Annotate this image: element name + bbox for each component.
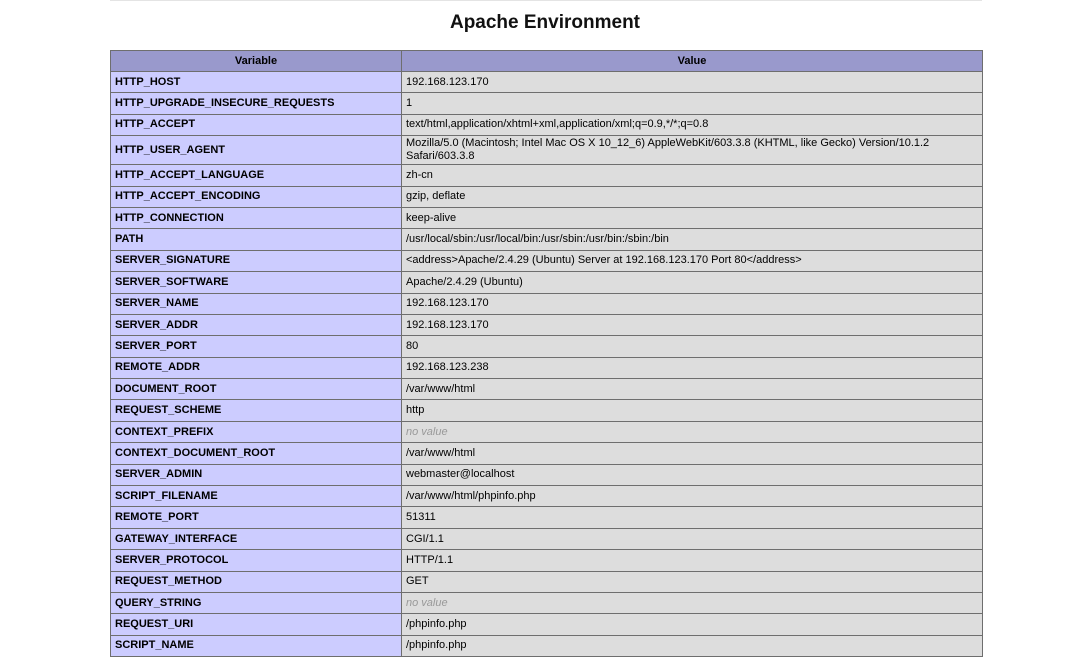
variable-cell: SERVER_NAME <box>111 293 402 314</box>
table-row <box>111 186 983 207</box>
table-row <box>111 635 983 656</box>
variable-cell: SCRIPT_NAME <box>111 635 402 656</box>
top-divider <box>110 0 982 1</box>
value-cell: keep-alive <box>402 207 983 228</box>
variable-cell: DOCUMENT_ROOT <box>111 379 402 400</box>
value-cell: 192.168.123.170 <box>402 293 983 314</box>
variable-cell: SERVER_SOFTWARE <box>111 272 402 293</box>
table-row <box>111 314 983 335</box>
value-cell: /var/www/html <box>402 379 983 400</box>
variable-cell: SERVER_PROTOCOL <box>111 550 402 571</box>
table-row <box>111 229 983 250</box>
value-cell: zh-cn <box>402 165 983 186</box>
value-cell: HTTP/1.1 <box>402 550 983 571</box>
table-row <box>111 507 983 528</box>
value-cell: 192.168.123.170 <box>402 72 983 93</box>
table-row <box>111 550 983 571</box>
value-cell: <address>Apache/2.4.29 (Ubuntu) Server at 192.168.123.170 Port 80</address> <box>402 250 983 271</box>
value-cell: /phpinfo.php <box>402 614 983 635</box>
table-row <box>111 272 983 293</box>
variable-cell: HTTP_ACCEPT <box>111 114 402 135</box>
table-row <box>111 165 983 186</box>
table-row <box>111 114 983 135</box>
variable-cell: SCRIPT_FILENAME <box>111 486 402 507</box>
variable-cell: SERVER_ADDR <box>111 314 402 335</box>
table-row <box>111 592 983 613</box>
value-cell: /var/www/html/phpinfo.php <box>402 486 983 507</box>
value-cell: /var/www/html <box>402 443 983 464</box>
table-row <box>111 250 983 271</box>
value-cell: /phpinfo.php <box>402 635 983 656</box>
variable-cell: REQUEST_METHOD <box>111 571 402 592</box>
table-row <box>111 207 983 228</box>
value-cell: 1 <box>402 93 983 114</box>
table-row <box>111 136 983 165</box>
table-header-row <box>111 51 983 72</box>
table-row <box>111 357 983 378</box>
variable-cell: SERVER_PORT <box>111 336 402 357</box>
value-cell: CGI/1.1 <box>402 528 983 549</box>
value-cell: webmaster@localhost <box>402 464 983 485</box>
variable-cell: SERVER_SIGNATURE <box>111 250 402 271</box>
page-title: Apache Environment <box>449 12 641 33</box>
table-row <box>111 571 983 592</box>
variable-cell: CONTEXT_PREFIX <box>111 421 402 442</box>
value-cell: Apache/2.4.29 (Ubuntu) <box>402 272 983 293</box>
table-row <box>111 293 983 314</box>
variable-cell: HTTP_HOST <box>111 72 402 93</box>
value-cell: 80 <box>402 336 983 357</box>
variable-cell: REQUEST_URI <box>111 614 402 635</box>
column-header-value: Value <box>402 51 983 72</box>
table-row <box>111 379 983 400</box>
table-row <box>111 72 983 93</box>
table-row <box>111 93 983 114</box>
value-cell-no-value: no value <box>402 421 983 442</box>
column-header-variable: Variable <box>111 51 402 72</box>
value-cell: 51311 <box>402 507 983 528</box>
variable-cell: PATH <box>111 229 402 250</box>
value-cell: Mozilla/5.0 (Macintosh; Intel Mac OS X 10_12_6) AppleWebKit/603.3.8 (KHTML, like Gecko) Version/10.1.2 Safari/603.3.8 <box>402 136 983 165</box>
variable-cell: SERVER_ADMIN <box>111 464 402 485</box>
variable-cell: HTTP_UPGRADE_INSECURE_REQUESTS <box>111 93 402 114</box>
value-cell: GET <box>402 571 983 592</box>
value-cell: gzip, deflate <box>402 186 983 207</box>
variable-cell: HTTP_USER_AGENT <box>111 136 402 165</box>
variable-cell: HTTP_ACCEPT_LANGUAGE <box>111 165 402 186</box>
value-cell: 192.168.123.170 <box>402 314 983 335</box>
apache-environment-table <box>110 50 983 657</box>
variable-cell: HTTP_CONNECTION <box>111 207 402 228</box>
table-row <box>111 443 983 464</box>
value-cell: text/html,application/xhtml+xml,application/xml;q=0.9,*/*;q=0.8 <box>402 114 983 135</box>
value-cell: /usr/local/sbin:/usr/local/bin:/usr/sbin:/usr/bin:/sbin:/bin <box>402 229 983 250</box>
table-row <box>111 336 983 357</box>
table-row <box>111 528 983 549</box>
variable-cell: REQUEST_SCHEME <box>111 400 402 421</box>
variable-cell: REMOTE_PORT <box>111 507 402 528</box>
table-row <box>111 464 983 485</box>
table-row <box>111 400 983 421</box>
variable-cell: QUERY_STRING <box>111 592 402 613</box>
value-cell-no-value: no value <box>402 592 983 613</box>
variable-cell: CONTEXT_DOCUMENT_ROOT <box>111 443 402 464</box>
variable-cell: HTTP_ACCEPT_ENCODING <box>111 186 402 207</box>
value-cell: 192.168.123.238 <box>402 357 983 378</box>
variable-cell: GATEWAY_INTERFACE <box>111 528 402 549</box>
table-row <box>111 486 983 507</box>
value-cell: http <box>402 400 983 421</box>
variable-cell: REMOTE_ADDR <box>111 357 402 378</box>
table-row <box>111 614 983 635</box>
table-row <box>111 421 983 442</box>
table-body <box>111 72 983 657</box>
